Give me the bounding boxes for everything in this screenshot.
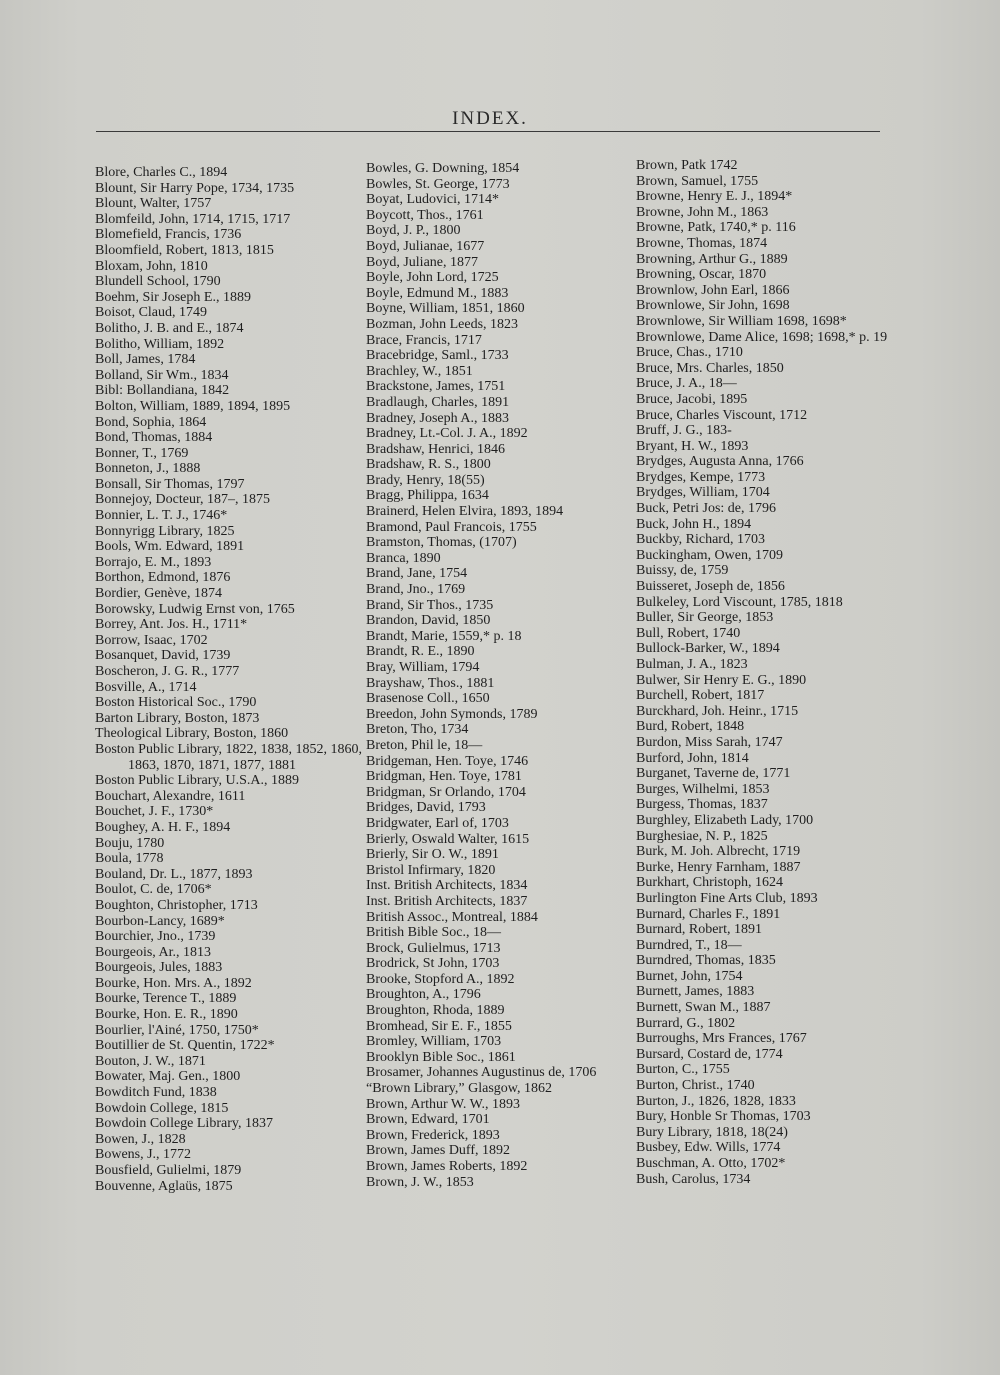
index-entry: Brydges, William, 1704 bbox=[636, 485, 770, 501]
index-entry: Bulwer, Sir Henry E. G., 1890 bbox=[636, 672, 807, 688]
index-entry: Bourke, Hon. E. R., 1890 bbox=[95, 1007, 238, 1023]
index-entry: Boll, James, 1784 bbox=[95, 352, 196, 368]
index-entry: Burnard, Robert, 1891 bbox=[636, 922, 762, 938]
index-entry: Bradlaugh, Charles, 1891 bbox=[366, 394, 510, 410]
index-entry: Bridgeman, Hen. Toye, 1746 bbox=[366, 753, 529, 769]
index-entry: Brayshaw, Thos., 1881 bbox=[366, 675, 495, 691]
index-entry: Burk, M. Joh. Albrecht, 1719 bbox=[636, 844, 801, 860]
index-entry: Bosanquet, David, 1739 bbox=[95, 648, 231, 664]
index-entry: Brandon, David, 1850 bbox=[366, 613, 491, 629]
index-entry: Bull, Robert, 1740 bbox=[636, 625, 741, 641]
index-entry: Bouvenne, Aglaüs, 1875 bbox=[95, 1178, 233, 1194]
index-entry: Bridgwater, Earl of, 1703 bbox=[366, 815, 509, 831]
index-entry: Boston Public Library, U.S.A., 1889 bbox=[95, 773, 300, 789]
index-entry: Bullock-Barker, W., 1894 bbox=[636, 641, 780, 657]
index-entry: Boulot, C. de, 1706* bbox=[95, 882, 212, 898]
index-entry: Brownlow, John Earl, 1866 bbox=[636, 282, 790, 298]
index-entry: Bramond, Paul Francois, 1755 bbox=[366, 519, 537, 535]
index-entry: Brydges, Kempe, 1773 bbox=[636, 469, 766, 485]
index-entry: Brachley, W., 1851 bbox=[366, 363, 473, 379]
index-entry: Bosville, A., 1714 bbox=[95, 679, 197, 695]
index-entry: Bools, Wm. Edward, 1891 bbox=[95, 539, 245, 555]
index-entry: Browning, Oscar, 1870 bbox=[636, 267, 767, 283]
index-entry: Browning, Arthur G., 1889 bbox=[636, 251, 788, 267]
index-entry: Bradshaw, R. S., 1800 bbox=[366, 457, 491, 473]
index-entry: Buckingham, Owen, 1709 bbox=[636, 547, 783, 563]
index-entry: Boyat, Ludovici, 1714* bbox=[366, 192, 499, 208]
index-entry: Bonnejoy, Docteur, 187–, 1875 bbox=[95, 492, 271, 508]
index-entry: Brosamer, Johannes Augustinus de, 1706 bbox=[366, 1065, 597, 1081]
index-entry: Burroughs, Mrs Frances, 1767 bbox=[636, 1031, 807, 1047]
index-entry: Bond, Sophia, 1864 bbox=[95, 414, 207, 430]
index-entry: Bradshaw, Henrici, 1846 bbox=[366, 441, 506, 457]
index-entry: Burchell, Robert, 1817 bbox=[636, 688, 765, 704]
index-entry: Brandt, Marie, 1559,* p. 18 bbox=[366, 628, 522, 644]
index-entry: Bowdoin College, 1815 bbox=[95, 1100, 229, 1116]
index-entry: Bray, William, 1794 bbox=[366, 660, 480, 675]
index-entry: Bradney, Joseph A., 1883 bbox=[366, 410, 509, 426]
index-entry: Brown, Patk 1742 bbox=[636, 158, 738, 173]
index-entry: Brown, Arthur W. W., 1893 bbox=[366, 1096, 521, 1112]
index-entry: Burton, C., 1755 bbox=[636, 1062, 730, 1078]
index-entry: Brace, Francis, 1717 bbox=[366, 332, 482, 348]
index-entry: Bristol Infirmary, 1820 bbox=[366, 862, 496, 878]
index-entry: Bourgeois, Jules, 1883 bbox=[95, 960, 223, 976]
index-entry: Breton, Tho, 1734 bbox=[366, 722, 469, 738]
index-entry: Blore, Charles C., 1894 bbox=[95, 165, 228, 180]
index-entry: Bragg, Philippa, 1634 bbox=[366, 488, 489, 504]
index-entry: Burndred, Thomas, 1835 bbox=[636, 953, 776, 969]
index-entry: Bousfield, Gulielmi, 1879 bbox=[95, 1163, 242, 1178]
index-entry: Brierly, Sir O. W., 1891 bbox=[366, 847, 499, 863]
index-entry: Blount, Walter, 1757 bbox=[95, 196, 212, 212]
index-entry: Bonner, T., 1769 bbox=[95, 445, 189, 461]
index-entry: Burnard, Charles F., 1891 bbox=[636, 906, 781, 922]
index-entry: Boyd, J. P., 1800 bbox=[366, 223, 461, 239]
index-entry: Breedon, John Symonds, 1789 bbox=[366, 706, 538, 722]
index-entry: Boston Historical Soc., 1790 bbox=[95, 695, 257, 711]
index-entry: Bourlier, l'Ainé, 1750, 1750* bbox=[95, 1022, 259, 1038]
index-entry: Bouchart, Alexandre, 1611 bbox=[95, 788, 246, 804]
index-entry: Brooklyn Bible Soc., 1861 bbox=[366, 1049, 516, 1065]
index-entry: Bowdoin College Library, 1837 bbox=[95, 1116, 273, 1132]
index-entry: Blount, Sir Harry Pope, 1734, 1735 bbox=[95, 180, 295, 196]
index-entry: Brackstone, James, 1751 bbox=[366, 379, 506, 395]
index-entry: Bruce, Mrs. Charles, 1850 bbox=[636, 360, 784, 376]
index-entry: Blundell School, 1790 bbox=[95, 274, 221, 290]
index-entry: Brown, James Duff, 1892 bbox=[366, 1143, 511, 1159]
index-entry: Borrow, Isaac, 1702 bbox=[95, 632, 208, 648]
index-entry: Boston Public Library, 1822, 1838, 1852, 1860, 1863, 1870, 1871, 1877, 1881 bbox=[95, 741, 363, 773]
index-entry: Bolitho, J. B. and E., 1874 bbox=[95, 320, 244, 336]
index-entry: Bond, Thomas, 1884 bbox=[95, 430, 213, 446]
index-entry: Burnett, Swan M., 1887 bbox=[636, 1000, 771, 1016]
index-entry: Theological Library, Boston, 1860 bbox=[95, 726, 289, 742]
index-entry: Burton, J., 1826, 1828, 1833 bbox=[636, 1093, 796, 1109]
index-entry: Boyd, Juliane, 1877 bbox=[366, 254, 478, 270]
index-entry: Bowen, J., 1828 bbox=[95, 1131, 186, 1147]
index-entry: Brierly, Oswald Walter, 1615 bbox=[366, 831, 530, 847]
index-entry: Bibl: Bollandiana, 1842 bbox=[95, 383, 230, 399]
index-entry: Bryant, H. W., 1893 bbox=[636, 438, 749, 454]
index-entry: Brown, Frederick, 1893 bbox=[366, 1127, 500, 1143]
index-entry: Bursard, Costard de, 1774 bbox=[636, 1046, 783, 1062]
index-entry: Burnet, John, 1754 bbox=[636, 968, 743, 984]
index-entry: Borowsky, Ludwig Ernst von, 1765 bbox=[95, 601, 295, 617]
index-entry: Bowditch Fund, 1838 bbox=[95, 1085, 217, 1101]
index-entry: Burghesiae, N. P., 1825 bbox=[636, 828, 768, 844]
index-entry: Bourke, Terence T., 1889 bbox=[95, 991, 237, 1007]
index-entry: Burndred, T., 18— bbox=[636, 937, 742, 953]
index-entry: Branca, 1890 bbox=[366, 550, 441, 566]
index-entry: Burrard, G., 1802 bbox=[636, 1015, 736, 1031]
index-entry: Bowater, Maj. Gen., 1800 bbox=[95, 1069, 241, 1085]
index-entry: Bush, Carolus, 1734 bbox=[636, 1171, 751, 1187]
index-entry: Blomefield, Francis, 1736 bbox=[95, 227, 242, 243]
index-entry: Burgess, Thomas, 1837 bbox=[636, 797, 768, 813]
index-entry: Brownlowe, Dame Alice, 1698; 1698,* p. 19 bbox=[636, 329, 888, 345]
index-entry: Buissy, de, 1759 bbox=[636, 563, 729, 579]
index-entry: Bulman, J. A., 1823 bbox=[636, 657, 748, 672]
index-entry: Boyle, John Lord, 1725 bbox=[366, 270, 499, 286]
index-entry: Bouju, 1780 bbox=[95, 835, 165, 851]
index-entry: Buisseret, Joseph de, 1856 bbox=[636, 579, 785, 595]
index-entry: Bolland, Sir Wm., 1834 bbox=[95, 367, 229, 383]
index-entry: Brown, J. W., 1853 bbox=[366, 1174, 474, 1190]
index-entry: Brown, Edward, 1701 bbox=[366, 1112, 490, 1128]
index-entry: Bowles, G. Downing, 1854 bbox=[366, 161, 520, 176]
index-column-3 bbox=[636, 158, 904, 1187]
index-entry: Bramston, Thomas, (1707) bbox=[366, 535, 517, 551]
index-entry: Bruce, Chas., 1710 bbox=[636, 345, 743, 361]
index-entry: Burkhart, Christoph, 1624 bbox=[636, 875, 783, 891]
index-entry: Brooke, Stopford A., 1892 bbox=[366, 971, 515, 987]
index-entry: Bolton, William, 1889, 1894, 1895 bbox=[95, 398, 291, 414]
index-entry: Bonnier, L. T. J., 1746* bbox=[95, 508, 228, 524]
index-entry: Brand, Sir Thos., 1735 bbox=[366, 597, 494, 613]
index-entry: British Bible Soc., 18— bbox=[366, 925, 501, 941]
index-entry: Bouton, J. W., 1871 bbox=[95, 1053, 206, 1069]
index-entry: Bordier, Genève, 1874 bbox=[95, 586, 222, 602]
index-entry: Bozman, John Leeds, 1823 bbox=[366, 316, 519, 332]
index-entry: Boyd, Julianae, 1677 bbox=[366, 238, 485, 254]
index-entry: Browne, Thomas, 1874 bbox=[636, 235, 768, 251]
index-entry: Burke, Henry Farnham, 1887 bbox=[636, 859, 801, 875]
index-entry: Burckhard, Joh. Heinr., 1715 bbox=[636, 703, 799, 719]
index-entry: Burlington Fine Arts Club, 1893 bbox=[636, 890, 818, 906]
index-entry: Burdon, Miss Sarah, 1747 bbox=[636, 734, 783, 750]
index-entry: Bromley, William, 1703 bbox=[366, 1034, 502, 1050]
index-entry: Inst. British Architects, 1834 bbox=[366, 878, 528, 894]
index-entry: Bouchet, J. F., 1730* bbox=[95, 804, 214, 820]
index-column-1 bbox=[95, 165, 363, 1194]
index-entry: Burganet, Taverne de, 1771 bbox=[636, 766, 791, 782]
index-entry: Broughton, Rhoda, 1889 bbox=[366, 1003, 505, 1019]
index-entry: Burnett, James, 1883 bbox=[636, 984, 755, 1000]
index-entry: Bowens, J., 1772 bbox=[95, 1147, 192, 1163]
index-entry: Bloomfield, Robert, 1813, 1815 bbox=[95, 242, 274, 258]
index-entry: Buschman, A. Otto, 1702* bbox=[636, 1156, 786, 1171]
index-entry: British Assoc., Montreal, 1884 bbox=[366, 909, 538, 925]
index-entry: Borthon, Edmond, 1876 bbox=[95, 570, 231, 586]
index-entry: Inst. British Architects, 1837 bbox=[366, 893, 528, 909]
index-entry: Bourgeois, Ar., 1813 bbox=[95, 944, 212, 960]
index-entry: Bruff, J. G., 183- bbox=[636, 423, 732, 439]
index-entry: Brand, Jno., 1769 bbox=[366, 582, 466, 598]
index-entry: Bowles, St. George, 1773 bbox=[366, 176, 510, 192]
index-entry: Burd, Robert, 1848 bbox=[636, 719, 745, 735]
index-column-2 bbox=[366, 161, 634, 1190]
title-rule bbox=[96, 131, 880, 132]
index-entry: Borrajo, E. M., 1893 bbox=[95, 554, 212, 570]
index-entry: Brownlowe, Sir William 1698, 1698* bbox=[636, 313, 847, 329]
index-entry: Bruce, J. A., 18— bbox=[636, 376, 737, 392]
index-entry: Burton, Christ., 1740 bbox=[636, 1078, 755, 1094]
index-entry: Bracebridge, Saml., 1733 bbox=[366, 348, 509, 364]
index-entry: Bourchier, Jno., 1739 bbox=[95, 929, 216, 945]
index-entry: Bury, Honble Sr Thomas, 1703 bbox=[636, 1109, 811, 1125]
index-entry: Brown, James Roberts, 1892 bbox=[366, 1159, 528, 1174]
index-entry: Brasenose Coll., 1650 bbox=[366, 691, 490, 707]
index-entry: Buller, Sir George, 1853 bbox=[636, 610, 774, 626]
index-entry: Boisot, Claud, 1749 bbox=[95, 305, 208, 321]
index-entry: Boyle, Edmund M., 1883 bbox=[366, 285, 509, 301]
index-entry: Bonsall, Sir Thomas, 1797 bbox=[95, 476, 245, 492]
index-entry: Boughey, A. H. F., 1894 bbox=[95, 819, 231, 835]
index-entry: Bulkeley, Lord Viscount, 1785, 1818 bbox=[636, 594, 843, 610]
index-entry: Bradney, Lt.-Col. J. A., 1892 bbox=[366, 426, 528, 442]
index-entry: Breton, Phil le, 18— bbox=[366, 737, 483, 753]
index-entry: Bromhead, Sir E. F., 1855 bbox=[366, 1018, 512, 1034]
index-entry: Brydges, Augusta Anna, 1766 bbox=[636, 454, 804, 470]
index-entry: Brock, Gulielmus, 1713 bbox=[366, 940, 501, 956]
index-entry: Bolitho, William, 1892 bbox=[95, 336, 225, 352]
index-entry: Busbey, Edw. Wills, 1774 bbox=[636, 1140, 781, 1156]
index-entry: Burges, Wilhelmi, 1853 bbox=[636, 781, 770, 797]
index-entry: Broughton, A., 1796 bbox=[366, 987, 481, 1003]
index-entry: Boycott, Thos., 1761 bbox=[366, 207, 484, 223]
index-entry: Brand, Jane, 1754 bbox=[366, 566, 468, 582]
index-entry: Browne, John M., 1863 bbox=[636, 204, 769, 220]
index-entry: Boutillier de St. Quentin, 1722* bbox=[95, 1038, 275, 1054]
index-entry: Bury Library, 1818, 18(24) bbox=[636, 1124, 788, 1140]
index-entry: Bruce, Charles Viscount, 1712 bbox=[636, 407, 808, 423]
index-entry: Barton Library, Boston, 1873 bbox=[95, 710, 260, 726]
index-entry: Browne, Patk, 1740,* p. 116 bbox=[636, 220, 796, 236]
index-entry: Buckby, Richard, 1703 bbox=[636, 532, 765, 548]
index-entry: Bonneton, J., 1888 bbox=[95, 461, 201, 477]
index-entry: Borrey, Ant. Jos. H., 1711* bbox=[95, 617, 248, 633]
index-entry: Brandt, R. E., 1890 bbox=[366, 644, 475, 660]
index-entry: Buck, Petri Jos: de, 1796 bbox=[636, 501, 776, 517]
index-entry: Brodrick, St John, 1703 bbox=[366, 956, 500, 972]
index-entry: Buck, John H., 1894 bbox=[636, 516, 752, 532]
index-entry: Burghley, Elizabeth Lady, 1700 bbox=[636, 812, 814, 828]
index-entry: Bouland, Dr. L., 1877, 1893 bbox=[95, 866, 253, 882]
index-entry: Bridgman, Sr Orlando, 1704 bbox=[366, 784, 526, 800]
index-entry: “Brown Library,” Glasgow, 1862 bbox=[366, 1081, 552, 1097]
index-entry: Bruce, Jacobi, 1895 bbox=[636, 391, 748, 407]
index-entry: Brainerd, Helen Elvira, 1893, 1894 bbox=[366, 504, 564, 520]
index-entry: Burford, John, 1814 bbox=[636, 750, 749, 766]
index-entry: Bridgman, Hen. Toye, 1781 bbox=[366, 769, 522, 785]
index-entry: Blomfeild, John, 1714, 1715, 1717 bbox=[95, 211, 291, 227]
index-entry: Boughton, Christopher, 1713 bbox=[95, 897, 258, 913]
index-entry: Bridges, David, 1793 bbox=[366, 800, 486, 816]
index-entry: Brady, Henry, 18(55) bbox=[366, 472, 485, 488]
index-entry: Brownlowe, Sir John, 1698 bbox=[636, 298, 790, 314]
index-entry: Brown, Samuel, 1755 bbox=[636, 173, 759, 189]
index-entry: Boyne, William, 1851, 1860 bbox=[366, 301, 525, 317]
index-entry: Boscheron, J. G. R., 1777 bbox=[95, 664, 240, 679]
index-entry: Browne, Henry E. J., 1894* bbox=[636, 189, 793, 205]
page-title: INDEX. bbox=[452, 108, 528, 129]
index-entry: Bonnyrigg Library, 1825 bbox=[95, 523, 235, 539]
index-entry: Boehm, Sir Joseph E., 1889 bbox=[95, 289, 251, 305]
index-entry: Boula, 1778 bbox=[95, 851, 164, 867]
index-entry: Bourke, Hon. Mrs. A., 1892 bbox=[95, 975, 252, 991]
index-entry: Bloxam, John, 1810 bbox=[95, 258, 208, 274]
index-entry: Bourbon-Lancy, 1689* bbox=[95, 913, 225, 929]
